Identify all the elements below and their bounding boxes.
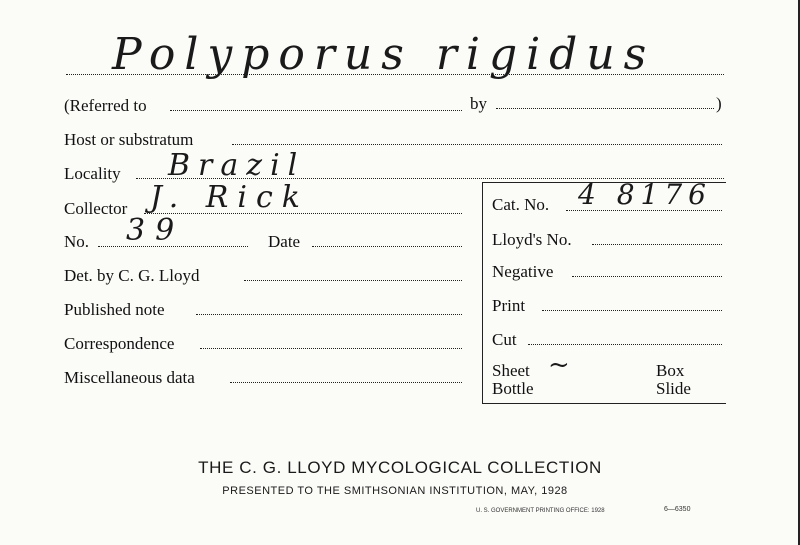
by-label: by (470, 94, 487, 113)
referred-to-line (170, 110, 462, 111)
no-value: 39 (126, 213, 185, 248)
misc-line (230, 382, 462, 383)
det-label: Det. by C. G. Lloyd (64, 266, 200, 285)
negative-line (572, 276, 722, 277)
date-line (312, 246, 462, 247)
print-line (542, 310, 722, 311)
collector-label: Collector (64, 199, 128, 218)
published-label: Published note (64, 300, 165, 319)
host-label: Host or substratum (64, 130, 194, 149)
cat-no-value: 4 8176 (578, 178, 712, 211)
correspondence-line (200, 348, 462, 349)
no-label: No. (64, 232, 90, 251)
printer-imprint: U. S. GOVERNMENT PRINTING OFFICE: 1928 (476, 508, 605, 514)
locality-label: Locality (64, 164, 121, 183)
close-paren: ) (716, 94, 722, 113)
correspondence-label: Correspondence (64, 334, 175, 353)
form-number: 6—6350 (664, 506, 691, 513)
print-label: Print (492, 296, 526, 315)
det-line (244, 280, 462, 281)
lloyds-no-line (592, 244, 722, 245)
lloyds-no-label: Lloyd's No. (492, 230, 572, 249)
box-label: Box (656, 361, 685, 380)
slide-label: Slide (656, 379, 691, 398)
misc-label: Miscellaneous data (64, 368, 195, 387)
bottle-label: Bottle (492, 379, 534, 398)
by-line (496, 108, 714, 109)
species-name: Polyporus rigidus (112, 29, 656, 80)
collection-title: THE C. G. LLOYD MYCOLOGICAL COLLECTION (198, 458, 602, 477)
host-line (232, 144, 722, 145)
locality-value: Brazil (168, 148, 306, 183)
collector-value: J. Rick (150, 180, 309, 215)
sheet-mark: ~ (548, 350, 570, 380)
cat-no-label: Cat. No. (492, 195, 550, 214)
collection-subtitle: PRESENTED TO THE SMITHSONIAN INSTITUTION, MAY, 1928 (222, 485, 568, 497)
referred-to-label: (Referred to (64, 96, 147, 115)
sheet-label: Sheet (492, 361, 530, 380)
date-label: Date (268, 232, 301, 251)
cut-label: Cut (492, 330, 517, 349)
negative-label: Negative (492, 262, 554, 281)
published-line (196, 314, 462, 315)
species-line (66, 74, 724, 75)
cut-line (528, 344, 722, 345)
